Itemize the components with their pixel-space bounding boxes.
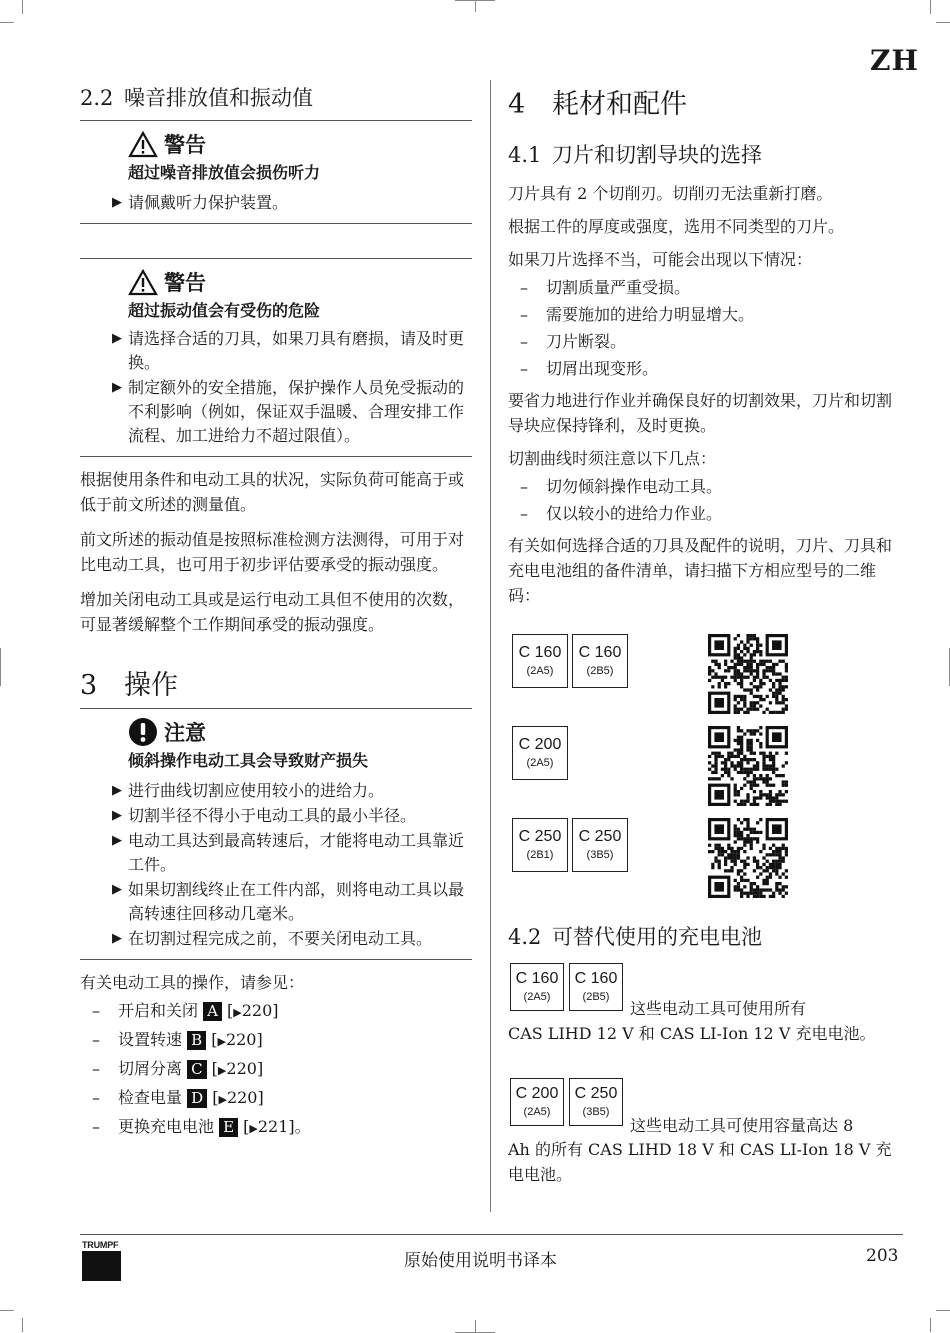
model-code: (2B5)	[582, 991, 610, 1003]
language-code: ZH	[870, 44, 919, 77]
list-item: – 设置转速 B [▶220]	[80, 1026, 472, 1055]
warning-actions	[96, 327, 472, 448]
list-item: – 更换充电电池 E [▶221]。	[80, 1113, 472, 1142]
warning-triangle-icon	[128, 131, 158, 158]
model-box	[572, 634, 628, 688]
model-name: C 250	[578, 828, 622, 845]
model-box	[569, 1078, 623, 1126]
section-title: 耗材和配件	[552, 89, 687, 120]
arrow-right-icon: ▶	[217, 1035, 226, 1048]
model-name: C 250	[574, 1085, 618, 1102]
figure-badge: C	[187, 1060, 206, 1079]
arrow-right-icon: ▶	[249, 1122, 258, 1135]
consequence-list	[508, 274, 903, 382]
battery-text: CAS LIHD 12 V 和 CAS LI-Ion 12 V 充电电池。	[508, 1024, 876, 1043]
section-title: 可替代使用的充电电池	[552, 925, 762, 949]
list-item: – 检查电量 D [▶220]	[80, 1084, 472, 1113]
model-box	[510, 963, 564, 1011]
footer-divider	[80, 1234, 903, 1235]
list-item: – 切屑出现变形。	[508, 355, 903, 382]
warning-actions	[96, 191, 472, 215]
page-ref[interactable]: 220	[226, 1059, 257, 1078]
warning-title	[128, 129, 472, 159]
warning-subtitle: 超过噪音排放值会损伤听力	[128, 163, 321, 182]
page-ref[interactable]: 220	[226, 1088, 258, 1107]
section-4-heading	[508, 82, 903, 121]
warning-box-vibration	[80, 259, 472, 454]
qr-code[interactable]	[708, 818, 788, 898]
crop-mark	[0, 1310, 14, 1311]
paragraph: 如果刀片选择不当，可能会出现以下情况：	[508, 250, 813, 269]
page-ref[interactable]: 220	[225, 1030, 257, 1049]
battery-text: 这些电动工具可使用容量高达 8	[630, 1116, 854, 1135]
model-name: C 160	[578, 644, 622, 661]
paragraph: 有关电动工具的操作，请参见：	[80, 973, 305, 992]
section-title: 噪音排放值和振动值	[124, 86, 313, 110]
warning-box-noise	[80, 121, 472, 221]
model-name: C 200	[515, 1085, 559, 1102]
crop-mark	[22, 1318, 23, 1332]
page-number: 203	[866, 1246, 899, 1266]
curve-cutting-list	[508, 473, 903, 527]
model-name: C 160	[515, 970, 559, 987]
section-2-2-heading	[80, 82, 472, 121]
paragraph: 根据工件的厚度或强度，选用不同类型的刀片。	[508, 217, 845, 236]
paragraph: 切割曲线时须注意以下几点：	[508, 449, 717, 468]
section-4-1-heading	[508, 139, 903, 169]
model-code: (3B5)	[586, 849, 614, 861]
section-title: 刀片和切割导块的选择	[552, 143, 762, 167]
figure-badge: D	[187, 1089, 207, 1108]
section-number: 2.2	[80, 86, 114, 110]
page-ref[interactable]: 221	[257, 1117, 289, 1136]
list-item: ▶ 请选择合适的刀具，如果刀具有磨损，请及时更换。	[96, 327, 472, 375]
notice-subtitle: 倾斜操作电动工具会导致财产损失	[128, 751, 369, 770]
exclamation-icon	[128, 717, 158, 747]
list-item: ▶ 请佩戴听力保护装置。	[96, 191, 472, 215]
crop-mark	[475, 1320, 476, 1332]
arrow-right-icon: ▶	[218, 1093, 227, 1106]
model-code: (2A5)	[523, 1106, 551, 1118]
list-item: – 切割质量严重受损。	[508, 274, 903, 301]
model-box	[512, 726, 568, 780]
section-title: 操作	[124, 670, 178, 701]
model-code: (2A5)	[523, 991, 551, 1003]
figure-badge: E	[219, 1118, 238, 1137]
model-code: (2B1)	[526, 849, 554, 861]
list-item: ▶ 制定额外的安全措施，保护操作人员免受振动的不利影响（例如，保证双手温暖、合理安排工作流程、加工进给力不超过限值）。	[96, 376, 472, 448]
trumpf-logo: TRUMPF	[82, 1240, 122, 1282]
arrow-right-icon: ▶	[217, 1064, 227, 1077]
left-column	[80, 80, 472, 1142]
model-name: C 200	[518, 736, 562, 753]
warning-label: 警告	[164, 132, 206, 157]
warning-title	[128, 267, 472, 297]
list-item: – 开启和关闭 A [▶220]	[80, 997, 472, 1026]
operation-references	[80, 997, 472, 1142]
paragraph: 增加关闭电动工具或是运行电动工具但不使用的次数，可显著缓解整个工作期间承受的振动强度。	[80, 590, 465, 634]
paragraph: 有关如何选择合适的刀具及配件的说明，刀片、刀具和充电电池组的备件清单，请扫描下方相应型号的二维码：	[508, 536, 893, 605]
model-box	[510, 1078, 564, 1126]
divider	[80, 959, 472, 960]
crop-mark	[930, 0, 931, 14]
model-box	[572, 818, 628, 872]
crop-mark	[936, 22, 950, 23]
section-number: 4	[508, 89, 526, 120]
crop-mark	[0, 22, 14, 23]
crop-mark	[936, 1310, 950, 1311]
notice-actions	[96, 779, 472, 951]
notice-box	[80, 709, 472, 959]
model-name: C 250	[518, 828, 562, 845]
model-name: C 160	[574, 970, 618, 987]
figure-badge: A	[203, 1002, 222, 1021]
model-name: C 160	[518, 644, 562, 661]
paragraph: 前文所述的振动值是按照标准检测方法测得，可用于对比电动工具，也可用于初步评估要承受的振动强度。	[80, 530, 465, 574]
crop-mark	[22, 0, 23, 14]
paragraph: 要省力地进行作业并确保良好的切割效果，刀片和切割导块应保持锋利，及时更换。	[508, 391, 893, 435]
column-separator	[490, 80, 491, 1212]
battery-text: Ah 的所有 CAS LIHD 18 V 和 CAS LI-Ion 18 V 充电电池。	[508, 1140, 892, 1184]
list-item: ▶ 如果切割线终止在工件内部，则将电动工具以最高转速往回移动几毫米。	[96, 878, 472, 926]
model-code: (3B5)	[582, 1106, 610, 1118]
paragraph: 刀片具有 2 个切削刃。切削刃无法重新打磨。	[508, 184, 833, 203]
list-item: ▶ 进行曲线切割应使用较小的进给力。	[96, 779, 472, 803]
warning-subtitle: 超过振动值会有受伤的危险	[128, 301, 321, 320]
list-item: ▶ 切割半径不得小于电动工具的最小半径。	[96, 804, 472, 828]
warning-label: 警告	[164, 270, 206, 295]
list-item: – 刀片断裂。	[508, 328, 903, 355]
footer-title: 原始使用说明书译本	[404, 1251, 557, 1271]
section-3-heading	[80, 663, 472, 709]
model-box	[512, 818, 568, 872]
arrow-right-icon: ▶	[233, 1006, 242, 1019]
figure-badge: B	[187, 1031, 206, 1050]
right-column	[508, 80, 903, 608]
model-code: (2B5)	[586, 665, 614, 677]
qr-code[interactable]	[708, 634, 788, 714]
list-item: ▶ 电动工具达到最高转速后，才能将电动工具靠近工件。	[96, 829, 472, 877]
divider	[80, 223, 472, 224]
list-item: – 需要施加的进给力明显增大。	[508, 301, 903, 328]
crop-mark	[475, 0, 476, 12]
model-code: (2A5)	[526, 757, 554, 769]
section-number: 4.2	[508, 925, 542, 949]
warning-triangle-icon	[128, 269, 158, 296]
notice-title	[128, 717, 472, 747]
list-item: – 仅以较小的进给力作业。	[508, 500, 903, 527]
section-number: 4.1	[508, 143, 542, 167]
list-item: ▶ 在切割过程完成之前，不要关闭电动工具。	[96, 927, 472, 951]
crop-mark	[930, 1318, 931, 1332]
notice-label: 注意	[164, 720, 206, 745]
paragraph: 根据使用条件和电动工具的状况，实际负荷可能高于或低于前文所述的测量值。	[80, 470, 465, 514]
divider	[80, 456, 472, 457]
list-item: – 切勿倾斜操作电动工具。	[508, 473, 903, 500]
qr-code[interactable]	[708, 726, 788, 806]
crop-mark	[0, 648, 1, 686]
list-item: – 切屑分离 C [▶220]	[80, 1055, 472, 1084]
model-box	[569, 963, 623, 1011]
battery-text: 这些电动工具可使用所有	[630, 999, 807, 1018]
page-ref[interactable]: 220	[241, 1001, 273, 1020]
model-box	[512, 634, 568, 688]
model-code: (2A5)	[526, 665, 554, 677]
section-number: 3	[80, 670, 98, 701]
section-4-2-heading	[508, 921, 762, 951]
